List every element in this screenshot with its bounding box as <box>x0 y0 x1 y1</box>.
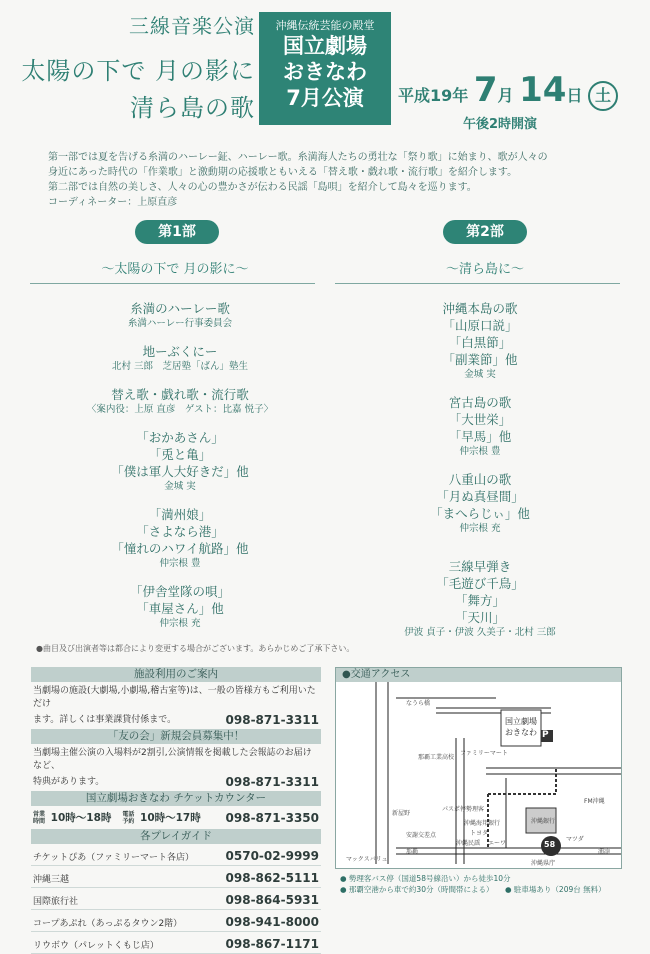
playguide-phone: 0570-02-9999 <box>225 849 319 863</box>
program-title: 替え歌・戯れ歌・流行歌 <box>111 387 249 402</box>
map-label: ファミリーマート <box>460 750 508 757</box>
program-performer: 糸満ハーレー行事委員会 <box>127 318 233 329</box>
map-label: 新屋野 <box>392 810 411 817</box>
program-item <box>40 583 320 631</box>
program-title: 「毛遊び千鳥」 <box>436 576 524 591</box>
route-58-icon: 58 <box>544 840 556 849</box>
playguide-name: 沖縄三越 <box>33 875 70 885</box>
program-title: 「山原口説」 <box>442 318 518 333</box>
member-text <box>31 744 321 773</box>
concert-title-line1: 太陽の下で 月の影に <box>21 57 255 85</box>
access-note-airport: ● 那覇空港から車で約30分（時間帯による） <box>340 885 494 894</box>
program-title: 沖縄本島の歌 <box>442 301 518 316</box>
playguide-phone: 098-941-8000 <box>225 915 319 929</box>
parking-icon: P <box>542 730 549 740</box>
map-label: 安謝交差点 <box>406 832 437 839</box>
program-performer: 〈案内役：上原 直彦 ゲスト：比嘉 悦子〉 <box>86 404 274 415</box>
part1-program <box>40 300 320 643</box>
intro-line: 第二部では自然の美しさ、人々の心の豊かさが伝わる民謡「島唄」を紹介して島々を巡ります。 <box>48 182 477 193</box>
member-row <box>31 773 321 791</box>
program-title: 「憧れのハワイ航路」他 <box>111 541 249 556</box>
facility-text <box>31 682 321 711</box>
program-title: 「車屋さん」他 <box>136 601 224 616</box>
playguide-row <box>31 932 321 954</box>
concert-subtitle: 三線音楽公演 <box>129 14 255 38</box>
intro-line: 第一部では夏を告げる糸満のハーレー鉦、ハーレー歌。糸満海人たちの勇壮な「祭り歌」に始まり、歌が人々の <box>48 152 548 163</box>
program-title: 「大世栄」 <box>448 412 512 427</box>
program-title: 「まへらじぃ」他 <box>430 506 530 521</box>
program-performer: 金城 実 <box>164 481 196 492</box>
program-performer: 仲宗根 豊 <box>159 558 201 569</box>
facility-text-line: 当劇場の施設(大劇場,小劇場,稽古室等)は、一般の皆様方もご利用いただけ <box>33 686 316 709</box>
program-performer: 伊波 貞子・伊波 久美子・北村 三郎 <box>404 627 556 638</box>
playguide-name: チケットぴあ（ファミリーマート各店） <box>33 853 195 863</box>
date-day-unit: 日 <box>566 86 583 105</box>
program-item <box>345 394 615 459</box>
date-day: 14 <box>519 70 567 110</box>
program-item <box>40 300 320 331</box>
date-month-unit: 月 <box>497 86 514 105</box>
program-title: 「副業節」他 <box>442 352 518 367</box>
business-hours: 10時〜18時 <box>50 812 112 824</box>
access-map <box>335 667 622 869</box>
member-heading: 「友の会」新規会員募集中！ <box>31 729 321 744</box>
facility-heading: 施設利用のご案内 <box>31 667 321 682</box>
intro-line: 身近にあった時代の「作業歌」と激動期の応援歌ともいえる「替え歌・戯れ歌・流行歌」を紹介します。 <box>48 167 518 178</box>
map-label: 那覇 <box>406 848 419 855</box>
playguide-phone: 098-867-1171 <box>225 937 319 951</box>
program-title: 「おかあさん」 <box>136 430 224 445</box>
playguide-row <box>31 910 321 932</box>
playguide-name: 国際旅行社 <box>33 897 79 907</box>
playguide-heading: 各プレイガイド <box>31 829 321 844</box>
map-label: トヨタ <box>470 830 489 837</box>
program-performer: 仲宗根 豊 <box>459 446 501 457</box>
change-notice: ●曲目及び出演者等は都合により変更する場合がございます。あらかじめご了承下さい。 <box>36 644 355 653</box>
playguide-row <box>31 844 321 866</box>
program-title: 「僕は軍人大好きだ」他 <box>111 464 249 479</box>
theatre-name-line2: おきなわ <box>283 60 367 84</box>
program-title: 三線早弾き <box>448 559 512 574</box>
program-performer: 仲宗根 充 <box>459 523 501 534</box>
access-map-title: ●交通アクセス <box>336 668 622 682</box>
map-label: 沖縄民謡 <box>456 840 481 847</box>
program-title: 「天川」 <box>454 610 505 625</box>
map-label: 沖縄県庁 <box>531 860 556 867</box>
program-title: 「舞方」 <box>454 593 505 608</box>
program-performer: 北村 三郎 芝居塾「ばん」塾生 <box>111 361 249 372</box>
program-title: 八重山の歌 <box>448 472 512 487</box>
program-performer: 仲宗根 充 <box>159 618 201 629</box>
map-label: エーワ <box>488 840 507 847</box>
program-item <box>40 506 320 571</box>
part2-badge: 第2部 <box>443 220 527 244</box>
concert-title-line2: 清ら島の歌 <box>130 94 255 122</box>
facility-phone: 098-871-3311 <box>225 713 319 727</box>
part1-subtitle: 〜太陽の下で 月の影に〜 <box>101 262 249 277</box>
date-weekday: 土 <box>588 81 618 111</box>
member-text-line: 当劇場主催公演の入場料が2割引,公演情報を掲載した会報誌のお届けなど、 <box>33 748 312 771</box>
playguide-phone: 098-864-5931 <box>225 893 319 907</box>
member-phone: 098-871-3311 <box>225 775 319 789</box>
counter-phone: 098-871-3350 <box>225 811 319 825</box>
intro-text <box>48 150 618 210</box>
map-label: FM沖縄 <box>584 798 605 805</box>
part1-divider <box>30 283 315 284</box>
program-title: 糸満のハーレー歌 <box>130 301 230 316</box>
program-item <box>40 343 320 374</box>
playguide-phone: 098-862-5111 <box>225 871 319 885</box>
theatre-title-box <box>259 12 391 125</box>
theatre-name-line1: 国立劇場 <box>283 34 367 58</box>
performance-month: 7月公演 <box>286 86 364 110</box>
map-label: なうら橋 <box>406 700 431 707</box>
counter-heading: 国立劇場おきなわ チケットカウンター <box>31 791 321 806</box>
playguide-name: コープあぷれ（あっぷるタウン2階） <box>33 919 183 929</box>
member-text-line: 特典があります。 <box>33 777 105 787</box>
phone-hours-label: 電話予約 <box>122 811 135 825</box>
playguide-row <box>31 866 321 888</box>
facility-text-line: ます。詳しくは事業課貸付係まで。 <box>33 715 177 725</box>
program-item <box>40 386 320 417</box>
program-item <box>345 471 615 536</box>
program-title: 「白黒節」 <box>448 335 512 350</box>
program-title: 「満州娘」 <box>148 507 212 522</box>
map-theatre-label: 国立劇場おきなわ <box>505 717 537 737</box>
map-label: 沖縄銀行 <box>531 818 556 825</box>
access-note-bus: ● 勢理客バス停（国道58号線沿い）から徒歩10分 <box>340 874 511 883</box>
part2-subtitle: 〜清ら島に〜 <box>445 262 524 277</box>
map-label: マックスバリュ <box>346 856 388 863</box>
program-title: 地ーぶくにー <box>142 344 218 359</box>
counter-row <box>31 806 321 829</box>
program-title: 宮古島の歌 <box>448 395 512 410</box>
program-item <box>345 558 615 640</box>
facility-row <box>31 711 321 729</box>
hours-label: 営業時間 <box>33 811 46 825</box>
program-title: 「月ぬ真昼間」 <box>436 489 524 504</box>
map-label: マツダ <box>566 836 584 843</box>
header-titles <box>10 10 255 123</box>
program-item <box>40 429 320 494</box>
map-label: 那覇工業高校 <box>418 754 455 761</box>
program-title: 「早馬」他 <box>448 429 512 444</box>
access-note-parking: ● 駐車場あり（209台 無料） <box>505 885 606 894</box>
program-title: 「伊舎堂隊の唄」 <box>129 584 230 599</box>
program-performer: 金城 実 <box>464 369 496 380</box>
program-title: 「兎と亀」 <box>148 447 212 462</box>
program-title: 「さよなら港」 <box>136 524 224 539</box>
date-month: 7 <box>473 70 498 110</box>
coordinator-line: コーディネーター：上原直彦 <box>48 197 178 208</box>
part2-program <box>345 300 615 652</box>
start-time: 午後2時開演 <box>463 117 538 132</box>
part2-divider <box>335 283 620 284</box>
info-panel <box>31 667 321 954</box>
date-era: 平成19年 <box>398 86 469 105</box>
program-item <box>345 300 615 382</box>
playguide-name: リウボウ（パレットくもじ店） <box>33 941 159 951</box>
performance-date <box>398 70 648 132</box>
phone-hours: 10時〜17時 <box>140 812 201 824</box>
playguide-list <box>31 844 321 954</box>
map-label: パスポ停勢理客 <box>442 806 485 813</box>
map-label: 沖縄海邦銀行 <box>464 820 501 827</box>
playguide-row <box>31 888 321 910</box>
map-label: 浦添 <box>598 848 611 855</box>
part1-badge: 第1部 <box>135 220 219 244</box>
theatre-tagline: 沖縄伝統芸能の殿堂 <box>275 19 375 32</box>
